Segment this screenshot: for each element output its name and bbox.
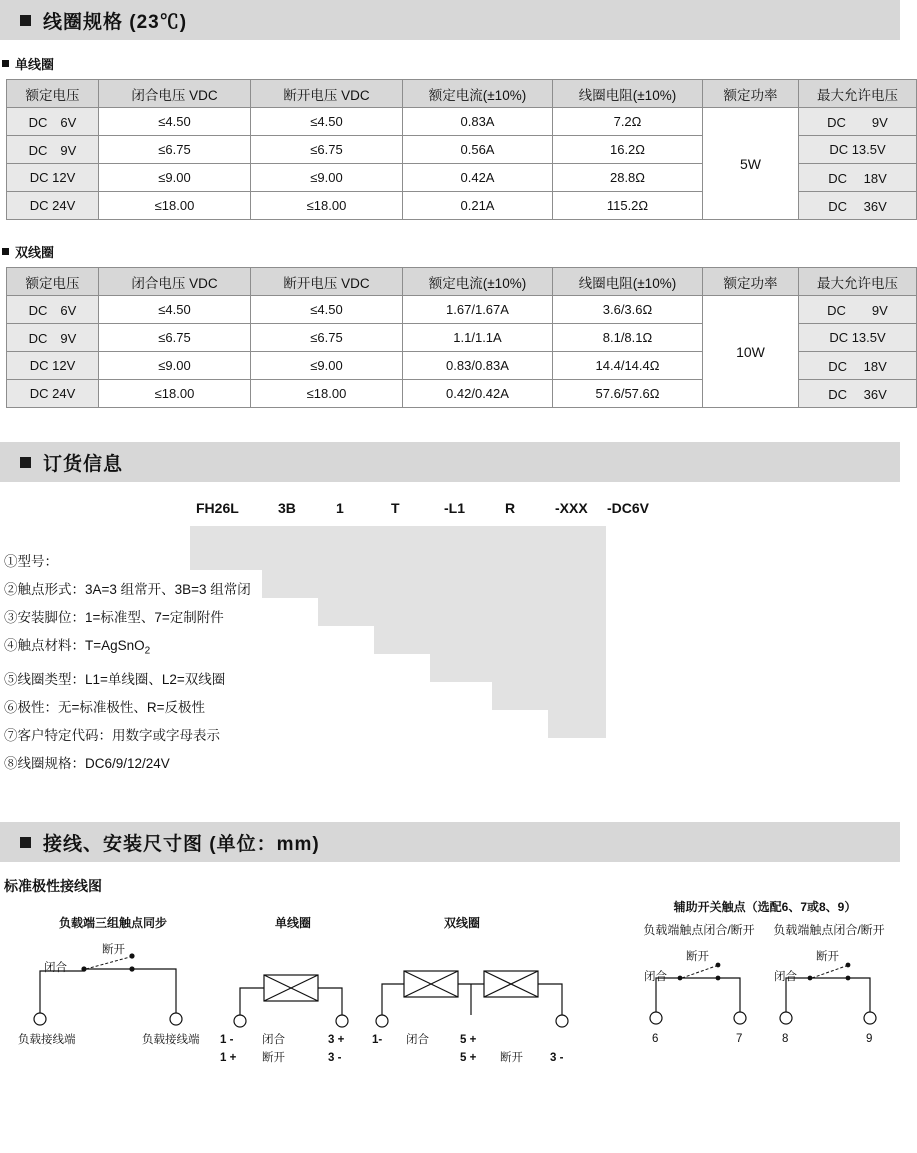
col-header: 额定电压 — [7, 80, 99, 108]
diagram-1-caption: 负载端三组触点同步 — [58, 916, 167, 930]
legend-item-material — [4, 632, 624, 666]
diagram-3-left-label: 1- — [372, 1034, 383, 1046]
single-coil-label-row — [2, 54, 900, 73]
cell-rated-current: 0.21A — [403, 192, 553, 220]
diagram-2-row1-left: 1 - — [220, 1034, 234, 1046]
diagram-4-right-close-label: 闭合 — [774, 971, 797, 983]
square-bullet-small-icon — [2, 248, 9, 255]
diagram-4-pin-6: 6 — [652, 1033, 659, 1045]
col-header: 额定电流(±10%) — [403, 268, 553, 296]
cell-coil-resistance: 3.6/3.6Ω — [553, 296, 703, 324]
single-coil-label: 单线圈 — [15, 57, 55, 72]
cell-coil-resistance: 16.2Ω — [553, 136, 703, 164]
col-header: 最大允许电压 — [799, 80, 917, 108]
diagram-4-pair — [640, 921, 890, 1046]
cell-dropout-voltage: ≤18.00 — [251, 380, 403, 408]
cell-coil-resistance: 14.4/14.4Ω — [553, 352, 703, 380]
col-header: 闭合电压 VDC — [99, 80, 251, 108]
double-coil-block — [0, 220, 900, 408]
cell-max-voltage: DC 13.5V — [799, 136, 917, 164]
cell-rated-current: 0.83A — [403, 108, 553, 136]
diagram-3-mid-bottom: 5 + — [460, 1052, 477, 1064]
col-header: 最大允许电压 — [799, 268, 917, 296]
cell-rated-current: 1.67/1.67A — [403, 296, 553, 324]
legend-item-model: ①型号： — [4, 554, 58, 569]
cell-dropout-voltage: ≤9.00 — [251, 164, 403, 192]
diagram-4-right-graphic — [770, 938, 888, 1046]
section-title-wiring: 接线、安装尺寸图 (单位：mm) — [43, 833, 320, 855]
cell-pickup-voltage: ≤6.75 — [99, 324, 251, 352]
diagram-2-row2-left: 1 + — [220, 1052, 237, 1064]
legend-item-material-text: ④触点材料：T=AgSnO — [4, 638, 145, 653]
order-info-area — [0, 482, 900, 782]
cell-rated-voltage: DC 9V — [7, 136, 99, 164]
order-code-row — [0, 500, 900, 534]
cell-rated-voltage: DC 6V — [7, 108, 99, 136]
wiring-diagrams — [0, 900, 900, 1081]
diagram-4-pin-7: 7 — [736, 1033, 743, 1045]
diagram-3-open-label: 断开 — [500, 1052, 523, 1064]
diagram-load-three-contacts — [18, 914, 208, 1051]
diagram-3-close-label: 闭合 — [406, 1034, 429, 1046]
cell-dropout-voltage: ≤9.00 — [251, 352, 403, 380]
diagram-3-right-label: 3 - — [550, 1052, 564, 1064]
double-coil-table — [6, 267, 917, 408]
section-title-coil-spec: 线圈规格 (23℃) — [43, 11, 188, 33]
cell-rated-current: 1.1/1.1A — [403, 324, 553, 352]
diagram-2-row1-mid: 闭合 — [262, 1034, 285, 1046]
diagram-4-left-caption: 负载端触点闭合/断开 — [643, 923, 755, 937]
diagram-4-left-graphic — [640, 938, 758, 1046]
diagram-aux-contacts — [640, 898, 890, 1046]
cell-coil-resistance: 28.8Ω — [553, 164, 703, 192]
diagram-3-graphic — [372, 931, 602, 1064]
table-header-row — [7, 80, 917, 108]
section-header-coil-spec — [0, 0, 900, 40]
diagram-1-close-label: 闭合 — [44, 962, 67, 974]
diagram-2-graphic — [218, 931, 368, 1064]
cell-rated-current: 0.42A — [403, 164, 553, 192]
col-header: 线圈电阻(±10%) — [553, 268, 703, 296]
section-header-order-info — [0, 442, 900, 482]
diagram-4-pin-9: 9 — [866, 1033, 873, 1045]
diagram-4-right-caption: 负载端触点闭合/断开 — [773, 923, 885, 937]
diagram-3-mid-top: 5 + — [460, 1034, 477, 1046]
cell-pickup-voltage: ≤4.50 — [99, 296, 251, 324]
diagram-2-caption: 单线圈 — [274, 916, 311, 930]
cell-dropout-voltage: ≤6.75 — [251, 324, 403, 352]
cell-coil-resistance: 115.2Ω — [553, 192, 703, 220]
cell-coil-resistance: 7.2Ω — [553, 108, 703, 136]
diagram-double-coil — [372, 914, 602, 1064]
table-row — [7, 296, 917, 324]
diagram-1-right-terminal: 负载接线端 — [142, 1034, 200, 1046]
diagram-2-row2-mid: 断开 — [262, 1052, 285, 1064]
legend-item-coil-spec: ⑧线圈规格：DC6/9/12/24V — [4, 755, 170, 771]
diagram-4-caption: 辅助开关触点（选配6、7或8、9） — [673, 900, 857, 914]
cell-rated-power: 5W — [703, 108, 799, 220]
cell-rated-voltage: DC 12V — [7, 352, 99, 380]
code-token-model: FH26L — [196, 500, 239, 516]
col-header: 断开电压 VDC — [251, 80, 403, 108]
legend-item-mounting: ③安装脚位：1=标准型、7=定制附件 — [4, 610, 224, 625]
diagram-4-right-open-label: 断开 — [816, 951, 839, 963]
diagram-4-left — [640, 921, 758, 1046]
diagram-3-caption: 双线圈 — [443, 916, 480, 930]
cell-rated-voltage: DC 24V — [7, 192, 99, 220]
cell-pickup-voltage: ≤18.00 — [99, 192, 251, 220]
code-token-contact-form: 3B — [278, 500, 296, 516]
diagram-4-pin-8: 8 — [782, 1033, 789, 1045]
cell-max-voltage: DC 18V — [799, 352, 917, 380]
cell-max-voltage: DC 9V — [799, 108, 917, 136]
code-token-polarity: R — [505, 500, 516, 516]
square-bullet-icon — [20, 15, 31, 26]
col-header: 线圈电阻(±10%) — [553, 80, 703, 108]
diagram-1-graphic — [18, 931, 208, 1051]
cell-max-voltage: DC 9V — [799, 296, 917, 324]
cell-pickup-voltage: ≤18.00 — [99, 380, 251, 408]
col-header: 额定功率 — [703, 268, 799, 296]
single-coil-table — [6, 79, 917, 220]
cell-dropout-voltage: ≤6.75 — [251, 136, 403, 164]
cell-dropout-voltage: ≤18.00 — [251, 192, 403, 220]
double-coil-label: 双线圈 — [15, 245, 55, 260]
code-token-coil-spec: -DC6V — [607, 500, 650, 516]
col-header: 额定电流(±10%) — [403, 80, 553, 108]
diagram-4-left-close-label: 闭合 — [644, 971, 667, 983]
section-title-order-info: 订货信息 — [43, 453, 124, 475]
square-bullet-icon — [20, 837, 31, 848]
diagram-1-left-terminal: 负载接线端 — [18, 1034, 76, 1046]
single-coil-block — [0, 40, 900, 220]
legend-item-polarity: ⑥极性：无=标准极性、R=反极性 — [4, 699, 206, 715]
diagram-2-row1-right: 3 + — [328, 1034, 345, 1046]
cell-rated-voltage: DC 24V — [7, 380, 99, 408]
diagram-4-right — [770, 921, 888, 1046]
cell-max-voltage: DC 36V — [799, 380, 917, 408]
cell-max-voltage: DC 13.5V — [799, 324, 917, 352]
legend-item-contact-form: ②触点形式：3A=3 组常开、3B=3 组常闭 — [4, 582, 251, 597]
table-header-row — [7, 268, 917, 296]
cell-dropout-voltage: ≤4.50 — [251, 108, 403, 136]
legend-item-custom-code: ⑦客户特定代码：用数字或字母表示 — [4, 727, 220, 743]
cell-pickup-voltage: ≤9.00 — [99, 164, 251, 192]
code-token-custom: -XXX — [555, 500, 588, 516]
cell-rated-voltage: DC 6V — [7, 296, 99, 324]
cell-rated-current: 0.83/0.83A — [403, 352, 553, 380]
cell-pickup-voltage: ≤9.00 — [99, 352, 251, 380]
col-header: 闭合电压 VDC — [99, 268, 251, 296]
diagram-single-coil — [218, 914, 368, 1064]
col-header: 断开电压 VDC — [251, 268, 403, 296]
square-bullet-icon — [20, 457, 31, 468]
code-token-mounting: 1 — [336, 500, 344, 516]
col-header: 额定功率 — [703, 80, 799, 108]
diagram-1-open-label: 断开 — [102, 944, 125, 956]
cell-coil-resistance: 8.1/8.1Ω — [553, 324, 703, 352]
diagram-2-row2-right: 3 - — [328, 1052, 342, 1064]
cell-coil-resistance: 57.6/57.6Ω — [553, 380, 703, 408]
code-token-coil-type: -L1 — [444, 500, 465, 516]
cell-rated-voltage: DC 12V — [7, 164, 99, 192]
square-bullet-small-icon — [2, 60, 9, 67]
col-header: 额定电压 — [7, 268, 99, 296]
order-legend-list — [4, 548, 624, 778]
cell-pickup-voltage: ≤4.50 — [99, 108, 251, 136]
cell-rated-current: 0.42/0.42A — [403, 380, 553, 408]
section-header-wiring — [0, 822, 900, 862]
cell-rated-current: 0.56A — [403, 136, 553, 164]
cell-pickup-voltage: ≤6.75 — [99, 136, 251, 164]
double-coil-label-row — [2, 242, 900, 261]
diagram-4-left-open-label: 断开 — [686, 951, 709, 963]
cell-dropout-voltage: ≤4.50 — [251, 296, 403, 324]
table-row — [7, 108, 917, 136]
legend-item-material-sub: 2 — [144, 645, 151, 657]
cell-max-voltage: DC 18V — [799, 164, 917, 192]
standard-polarity-title: 标准极性接线图 — [4, 878, 102, 894]
cell-rated-voltage: DC 9V — [7, 324, 99, 352]
legend-item-coil-type: ⑤线圈类型：L1=单线圈、L2=双线圈 — [4, 671, 226, 687]
code-token-material: T — [391, 500, 400, 516]
cell-rated-power: 10W — [703, 296, 799, 408]
cell-max-voltage: DC 36V — [799, 192, 917, 220]
